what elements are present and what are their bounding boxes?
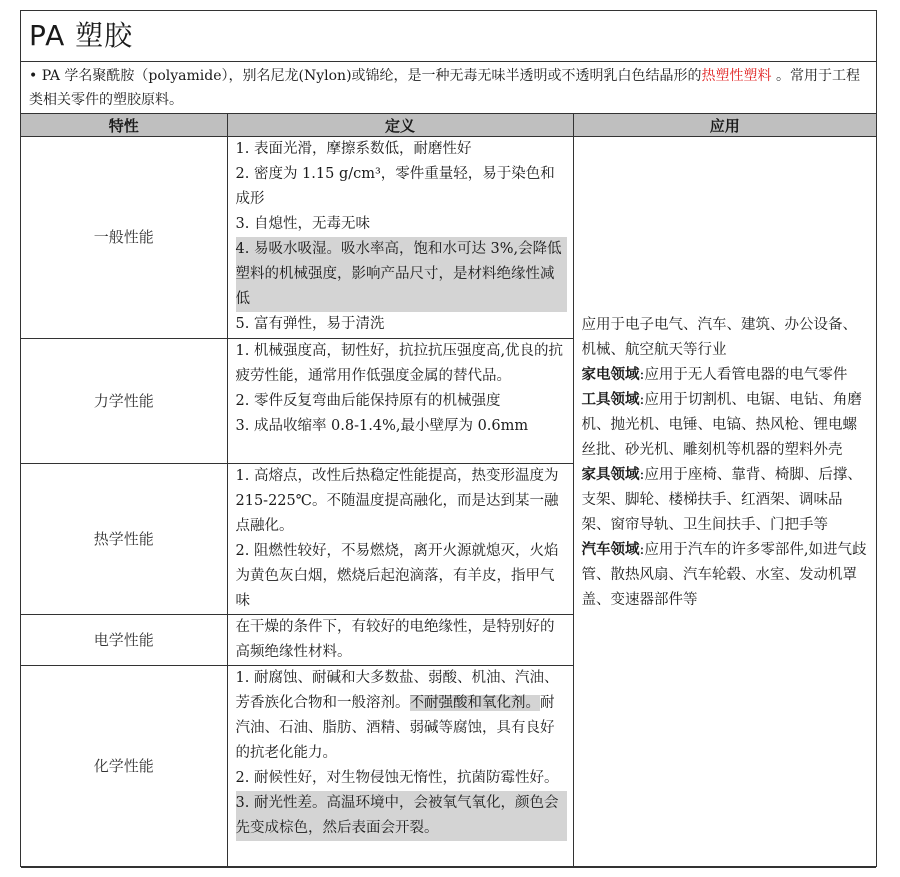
definition-line: 3. 成品收缩率 0.8-1.4%,最小壁厚为 0.6mm [235, 418, 529, 434]
definition-line: 3. 自熄性，无毒无味 [235, 216, 370, 232]
definition-text-highlighted: 不耐强酸和氧化剂。 [409, 695, 540, 711]
definition-line: 2. 密度为 1.15 g/cm³，零件重量轻，易于染色和成形 [235, 166, 555, 207]
definition-line-highlighted: 3. 耐光性差。高温环境中，会被氧气氧化，颜色会先变成棕色，然后表面会开裂。 [236, 791, 567, 841]
table-header-row [21, 114, 876, 137]
definition-line: 1. 机械强度高，韧性好，抗拉抗压强度高,优良的抗疲劳性能，通常用作低强度金属的替代品。 [235, 343, 564, 384]
section-text: :应用于汽车的许多零部件,如进气歧管、散热风扇、汽车轮毂、水室、发动机罩盖、变速器部件等 [581, 542, 867, 608]
definition-line: 2. 零件反复弯曲后能保持原有的机械强度 [235, 393, 501, 409]
application-section [582, 463, 871, 538]
header-property: 特性 [21, 114, 227, 137]
definition-line-highlighted: 4. 易吸水吸湿。吸水率高，饱和水可达 3%,会降低塑料的机械强度，影响产品尺寸，是材料绝缘性减低 [236, 237, 567, 312]
definition-line: 2. 阻燃性较好，不易燃烧，离开火源就熄灭，火焰为黄色灰白烟，燃烧后起泡滴落，有羊皮，指甲气味 [235, 543, 559, 609]
definition-general [227, 137, 573, 339]
intro-text-2: 。常用于工程类相关零件的塑胶原料。 [29, 68, 860, 108]
definition-line: 2. 耐候性好，对生物侵蚀无惰性，抗菌防霉性好。 [235, 770, 559, 786]
document-frame [20, 10, 877, 867]
application-section [582, 538, 871, 613]
properties-table [21, 114, 876, 868]
intro-text-1: • PA 学名聚酰胺（polyamide），别名尼龙(Nylon)或锦纶，是一种无毒无味半透明或不透明乳白色结晶形的 [29, 68, 702, 84]
application-section [582, 363, 871, 388]
section-label: 工具领域 [581, 392, 640, 408]
section-text: :应用于座椅、靠背、椅脚、后撑、支架、脚轮、楼梯扶手、红酒架、调味品架、窗帘导轨、卫生间扶手、门把手等 [581, 467, 862, 533]
definition-thermal [227, 464, 573, 615]
property-general: 一般性能 [21, 137, 227, 339]
definition-line [236, 666, 567, 766]
definition-line: 在干燥的条件下，有较好的电绝缘性，是特别好的高频绝缘性材料。 [235, 619, 555, 660]
section-text: :应用于切割机、电锯、电钻、角磨机、抛光机、电锤、电镐、热风枪、锂电螺丝批、砂光机、雕刻机等机器的塑料外壳 [581, 392, 862, 458]
section-label: 家具领域 [581, 467, 640, 483]
application-cell [573, 137, 876, 868]
application-general: 应用于电子电气、汽车、建筑、办公设备、机械、航空航天等行业 [581, 317, 857, 358]
application-section [582, 388, 871, 463]
definition-electrical [227, 615, 573, 666]
intro-highlight-link: 热塑性塑料 [701, 68, 772, 84]
section-label: 家电领域 [581, 367, 640, 383]
definition-line: 5. 富有弹性，易于清洗 [235, 316, 385, 332]
definition-line: 1. 高熔点，改性后热稳定性能提高，热变形温度为 215-225℃。不随温度提高融化，而是达到某一融点融化。 [235, 468, 559, 534]
intro-paragraph [21, 62, 876, 114]
section-label: 汽车领域 [581, 542, 640, 558]
definition-text: 耐汽油、石油、脂肪、酒精、弱碱等腐蚀，具有良好的抗老化能力。 [235, 695, 555, 761]
page-title: PA 塑胶 [21, 11, 876, 62]
header-definition: 定义 [227, 114, 573, 137]
definition-chemical [227, 666, 573, 868]
property-chemical: 化学性能 [21, 666, 227, 868]
property-mechanical: 力学性能 [21, 339, 227, 464]
property-thermal: 热学性能 [21, 464, 227, 615]
property-electrical: 电学性能 [21, 615, 227, 666]
definition-line: 1. 表面光滑，摩擦系数低，耐磨性好 [235, 141, 472, 157]
table-row [21, 137, 876, 339]
definition-text: 1. 耐腐蚀、耐碱和大多数盐、弱酸、机油、汽油、芳香族化合物和一般溶剂。 [235, 670, 559, 711]
header-application: 应用 [573, 114, 876, 137]
section-text: :应用于无人看管电器的电气零件 [639, 367, 848, 383]
definition-mechanical [227, 339, 573, 464]
